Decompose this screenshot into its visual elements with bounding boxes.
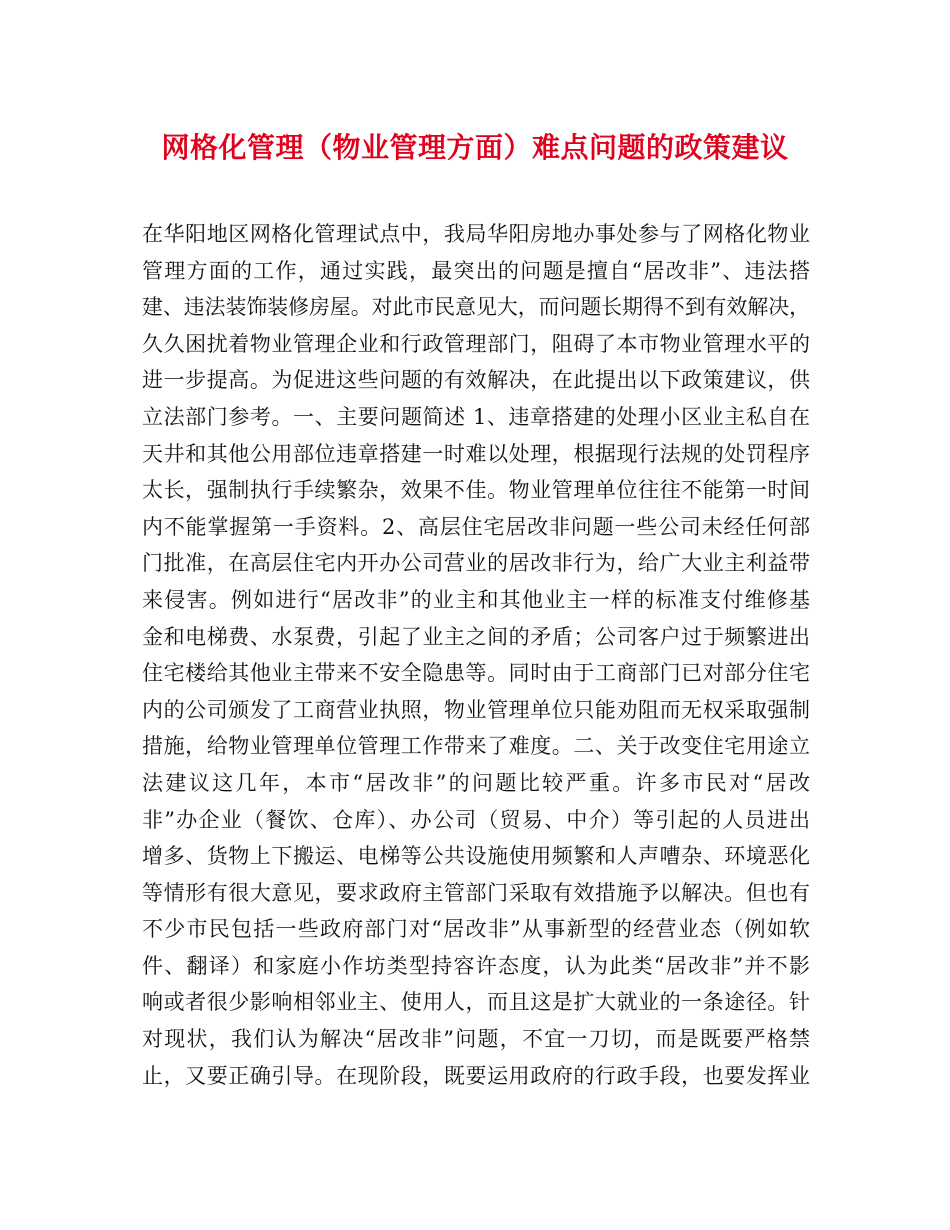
body-line: 止，又要正确引导。在现阶段，既要运用政府的行政手段，也要发挥业 <box>142 1063 810 1088</box>
body-line: 法建议这几年，本市“居改非”的问题比较严重。许多市民对“居改 <box>142 770 810 795</box>
body-line: 进一步提高。为促进这些问题的有效解决，在此提出以下政策建议，供 <box>142 368 810 393</box>
body-line: 太长，强制执行手续繁杂，效果不佳。物业管理单位往往不能第一时间 <box>142 478 810 503</box>
body-line: 措施，给物业管理单位管理工作带来了难度。二、关于改变住宅用途立 <box>142 734 810 759</box>
body-line: 天井和其他公用部位违章搭建一时难以处理，根据现行法规的处罚程序 <box>142 441 810 466</box>
body-line: 增多、货物上下搬运、电梯等公共设施使用频繁和人声嘈杂、环境恶化 <box>142 844 810 869</box>
body-line: 内的公司颁发了工商营业执照，物业管理单位只能劝阻而无权采取强制 <box>142 697 810 722</box>
body-line: 不少市民包括一些政府部门对“居改非”从事新型的经营业态（例如软 <box>142 917 810 942</box>
body-line: 门批准，在高层住宅内开办公司营业的居改非行为，给广大业主利益带 <box>142 551 810 576</box>
body-line: 非”办企业（餐饮、仓库）、办公司（贸易、中介）等引起的人员进出 <box>142 807 810 832</box>
body-line: 等情形有很大意见，要求政府主管部门采取有效措施予以解决。但也有 <box>142 880 810 905</box>
document-title: 网格化管理（物业管理方面）难点问题的政策建议 <box>161 131 789 164</box>
body-line: 建、违法装饰装修房屋。对此市民意见大，而问题长期得不到有效解决， <box>142 295 810 320</box>
body-line: 住宅楼给其他业主带来不安全隐患等。同时由于工商部门已对部分住宅 <box>142 661 810 686</box>
body-line: 来侵害。例如进行“居改非”的业主和其他业主一样的标准支付维修基 <box>142 587 810 612</box>
body-line: 对现状，我们认为解决“居改非”问题，不宜一刀切，而是既要严格禁 <box>142 1027 810 1052</box>
body-line: 金和电梯费、水泵费，引起了业主之间的矛盾；公司客户过于频繁进出 <box>142 624 810 649</box>
body-line: 立法部门参考。一、主要问题简述 1、违章搭建的处理小区业主私自在 <box>142 404 810 429</box>
body-line: 件、翻译）和家庭小作坊类型持容许态度，认为此类“居改非”并不影 <box>142 953 810 978</box>
body-line: 响或者很少影响相邻业主、使用人，而且这是扩大就业的一条途径。针 <box>142 990 810 1015</box>
body-line: 管理方面的工作，通过实践，最突出的问题是擅自“居改非”、违法搭 <box>142 258 810 283</box>
body-line: 内不能掌握第一手资料。2、高层住宅居改非问题一些公司未经任何部 <box>142 514 810 539</box>
document-body <box>142 216 810 1094</box>
body-line: 在华阳地区网格化管理试点中，我局华阳房地办事处参与了网格化物业 <box>142 222 810 246</box>
body-line: 久久困扰着物业管理企业和行政管理部门，阻碍了本市物业管理水平的 <box>142 331 810 356</box>
